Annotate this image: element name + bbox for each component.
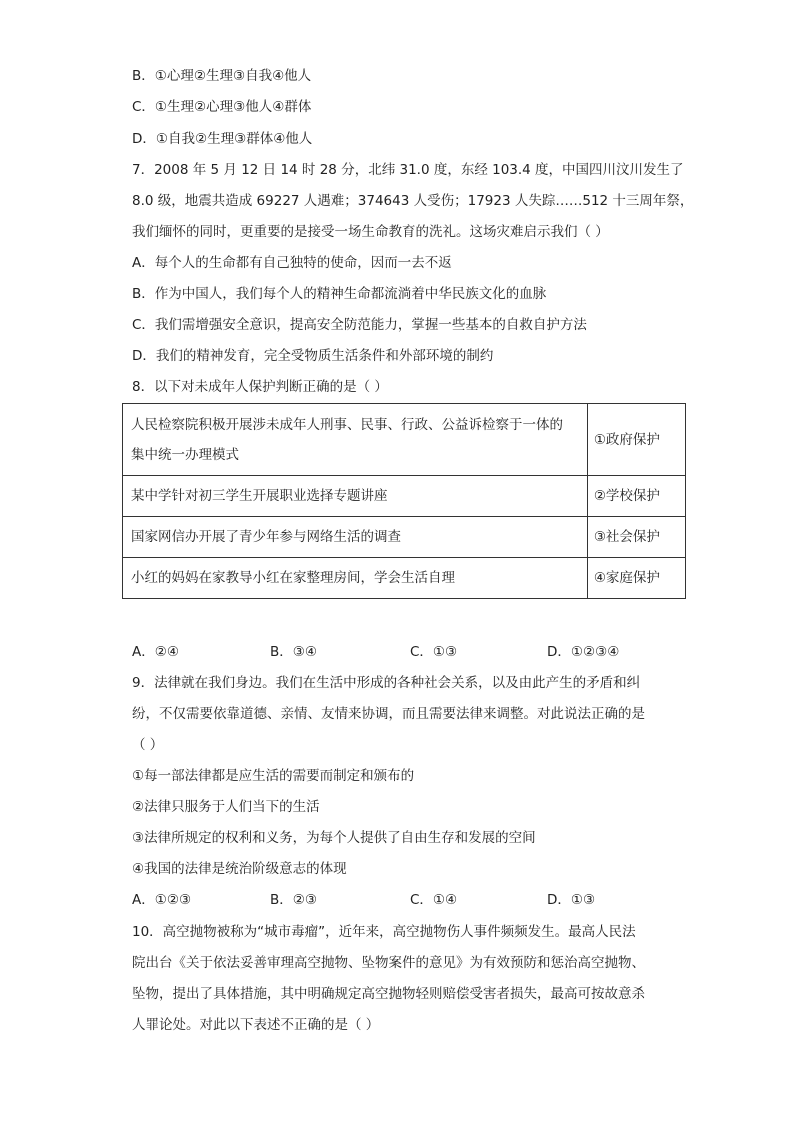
q9-statement-2: ②法律只服务于人们当下的生活: [132, 799, 320, 815]
table-row: [123, 517, 686, 558]
table-cell-category: ④家庭保护: [587, 558, 685, 599]
q9-option-d: D．①③: [547, 892, 596, 908]
q9-options: [132, 890, 692, 910]
q9-option-a: A．①②③: [132, 892, 192, 908]
q10-stem-line-3: 坠物，提出了具体措施，其中明确规定高空抛物轻则赔偿受害者损失，最高可按故意杀: [132, 986, 645, 1002]
q7-option-b: B．作为中国人，我们每个人的精神生命都流淌着中华民族文化的血脉: [132, 286, 547, 302]
table-cell-description: 国家网信办开展了青少年参与网络生活的调查: [123, 517, 588, 558]
q6-option-b: B．①心理②生理③自我④他人: [132, 68, 312, 84]
cell-text-line-1: 人民检察院积极开展涉未成年人刑事、民事、行政、公益诉检察于一体的: [131, 416, 563, 433]
q9-statement-1: ①每一部法律都是应生活的需要而制定和颁布的: [132, 768, 415, 784]
table-cell-description: 某中学针对初三学生开展职业选择专题讲座: [123, 476, 588, 517]
q7-option-d: D．我们的精神发育，完全受物质生活条件和外部环境的制约: [132, 348, 494, 364]
q9-statement-3: ③法律所规定的权利和义务，为每个人提供了自由生存和发展的空间: [132, 830, 536, 846]
q6-option-c: C．①生理②心理③他人④群体: [132, 99, 312, 115]
table-cell-category: ①政府保护: [587, 404, 685, 476]
cell-text-line-2: 集中统一办理模式: [131, 446, 239, 463]
q7-stem-line-3: 我们缅怀的同时，更重要的是接受一场生命教育的洗礼。这场灾难启示我们（ ）: [132, 224, 609, 240]
q8-table: [122, 403, 686, 599]
q9-option-b: B．②③: [270, 892, 317, 908]
q8-option-b: B．③④: [270, 644, 317, 660]
table-row: [123, 404, 686, 476]
q7-stem-line-1: 7．2008 年 5 月 12 日 14 时 28 分，北纬 31.0 度，东经 103.4 度，中国四川汶川发生了: [132, 162, 684, 178]
table-row: [123, 476, 686, 517]
q7-stem-line-2: 8.0 级，地震共造成 69227 人遇难；374643 人受伤；17923 人失踪……512 十三周年祭，: [132, 193, 694, 209]
q9-option-c: C．①④: [410, 892, 458, 908]
q6-option-d: D．①自我②生理③群体④他人: [132, 131, 313, 147]
q8-stem: 8．以下对未成年人保护判断正确的是（ ）: [132, 379, 388, 395]
q10-stem-line-4: 人罪论处。对此以下表述不正确的是（ ）: [132, 1017, 380, 1033]
q10-stem-line-1: 10．高空抛物被称为“城市毒瘤”，近年来，高空抛物伤人事件频频发生。最高人民法: [132, 924, 636, 940]
q7-option-c: C．我们需增强安全意识，提高安全防范能力，掌握一些基本的自救自护方法: [132, 317, 587, 333]
q9-statement-4: ④我国的法律是统治阶级意志的体现: [132, 861, 347, 877]
table-row: [123, 558, 686, 599]
q8-option-c: C．①③: [410, 644, 458, 660]
q9-stem-line-1: 9．法律就在我们身边。我们在生活中形成的各种社会关系，以及由此产生的矛盾和纠: [132, 675, 641, 691]
q8-option-a: A．②④: [132, 644, 179, 660]
q7-option-a: A．每个人的生命都有自己独特的使命，因而一去不返: [132, 255, 452, 271]
table-cell-category: ③社会保护: [587, 517, 685, 558]
table-cell-category: ②学校保护: [587, 476, 685, 517]
q10-stem-line-2: 院出台《关于依法妥善审理高空抛物、坠物案件的意见》为有效预防和惩治高空抛物、: [132, 955, 645, 971]
q9-stem-line-3: （ ）: [132, 737, 164, 753]
q8-options: [132, 642, 692, 662]
q9-stem-line-2: 纷，不仅需要依靠道德、亲情、友情来协调，而且需要法律来调整。对此说法正确的是: [132, 706, 645, 722]
table-cell-description: [123, 404, 588, 476]
q8-option-d: D．①②③④: [547, 644, 620, 660]
table-cell-description: 小红的妈妈在家教导小红在家整理房间，学会生活自理: [123, 558, 588, 599]
